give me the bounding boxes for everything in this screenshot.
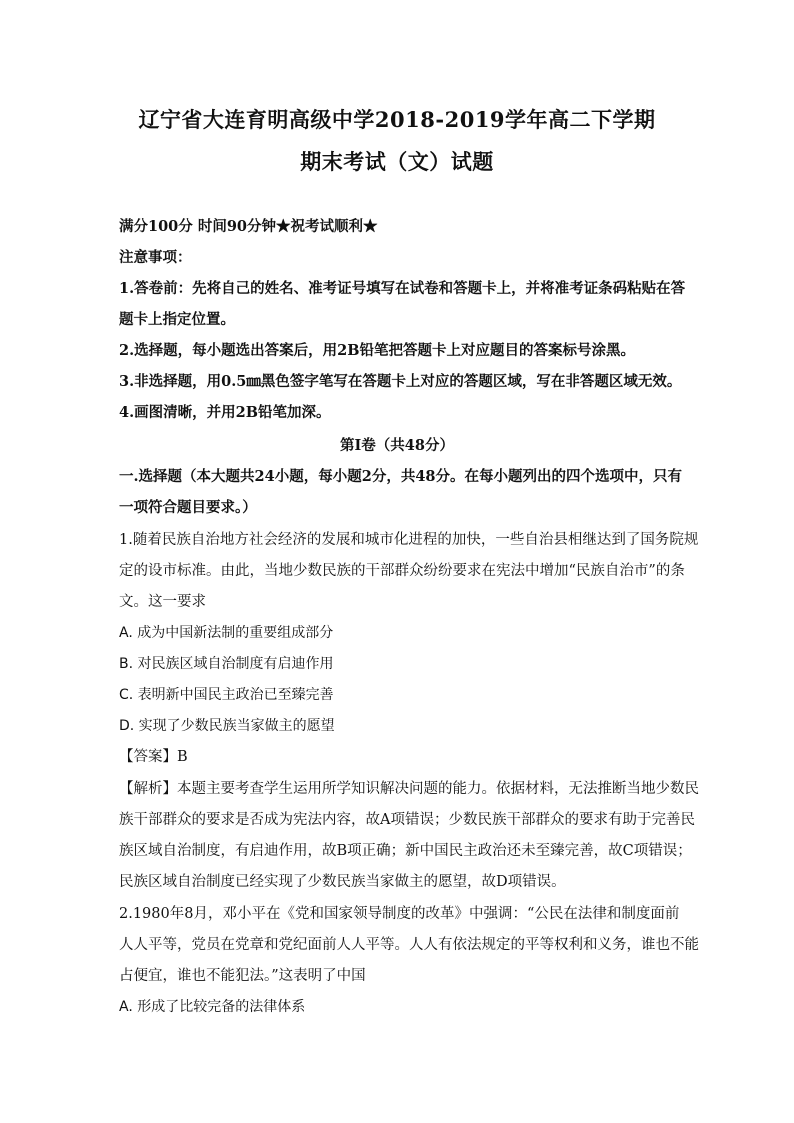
question-1-explanation-c: 族区域自治制度，有启迪作用，故B项正确；新中国民主政治还未至臻完善，故C项错误； — [119, 843, 692, 859]
exam-meta: 满分100分 时间90分钟★祝考试顺利★ — [119, 218, 378, 235]
exam-title-line2: 期末考试（文）试题 — [300, 149, 494, 174]
question-1-explanation-d: 民族区域自治制度已经实现了少数民族当家做主的愿望，故D项错误。 — [119, 874, 566, 890]
question-1-explanation-b: 族干部群众的要求是否成为宪法内容，故A项错误；少数民族干部群众的要求有助于完善民 — [119, 812, 695, 828]
question-1-stem-c: 文。这一要求 — [119, 594, 206, 610]
note-3: 3.非选择题，用0.5㎜黑色签字笔写在答题卡上对应的答题区域，写在非答题区域无效。 — [119, 373, 682, 390]
notes-heading: 注意事项： — [119, 249, 192, 266]
question-2-stem-c: 占便宜，谁也不能犯法。”这表明了中国 — [119, 968, 366, 984]
note-4: 4.画图清晰，并用2B铅笔加深。 — [119, 404, 331, 421]
section-title: 第I卷（共48分） — [340, 437, 454, 454]
question-1-option-d: D. 实现了少数民族当家做主的愿望 — [119, 718, 335, 734]
question-1-answer: 【答案】B — [119, 749, 188, 765]
question-1-option-a: A. 成为中国新法制的重要组成部分 — [119, 625, 334, 641]
section-intro-line-a: 一.选择题（本大题共24小题，每小题2分，共48分。在每小题列出的四个选项中，只有 — [119, 468, 682, 485]
note-2: 2.选择题，每小题选出答案后，用2B铅笔把答题卡上对应题目的答案标号涂黑。 — [119, 342, 635, 359]
question-2-option-a: A. 形成了比较完备的法律体系 — [119, 999, 306, 1015]
question-1-stem-a: 1.随着民族自治地方社会经济的发展和城市化进程的加快，一些自治县相继达到了国务院规 — [119, 532, 699, 548]
section-intro-line-b: 一项符合题目要求。） — [119, 499, 257, 516]
question-2-stem-a: 2.1980年8月，邓小平在《党和国家领导制度的改革》中强调：“公民在法律和制度面前 — [119, 906, 680, 922]
question-1-option-c: C. 表明新中国民主政治已至臻完善 — [119, 687, 334, 703]
question-1-option-b: B. 对民族区域自治制度有启迪作用 — [119, 656, 334, 672]
question-1-stem-b: 定的设市标准。由此，当地少数民族的干部群众纷纷要求在宪法中增加“民族自治市”的条 — [119, 563, 685, 579]
question-1-explanation-a: 【解析】本题主要考查学生运用所学知识解决问题的能力。依据材料，无法推断当地少数民 — [119, 781, 699, 797]
question-2-stem-b: 人人平等，党员在党章和党纪面前人人平等。人人有依法规定的平等权利和义务，谁也不能 — [119, 937, 699, 953]
note-1-line-a: 1.答卷前：先将自己的姓名、准考证号填写在试卷和答题卡上，并将准考证条码粘贴在答 — [119, 280, 686, 297]
exam-title-line1: 辽宁省大连育明高级中学2018-2019学年高二下学期 — [138, 107, 656, 132]
note-1-line-b: 题卡上指定位置。 — [119, 311, 235, 328]
